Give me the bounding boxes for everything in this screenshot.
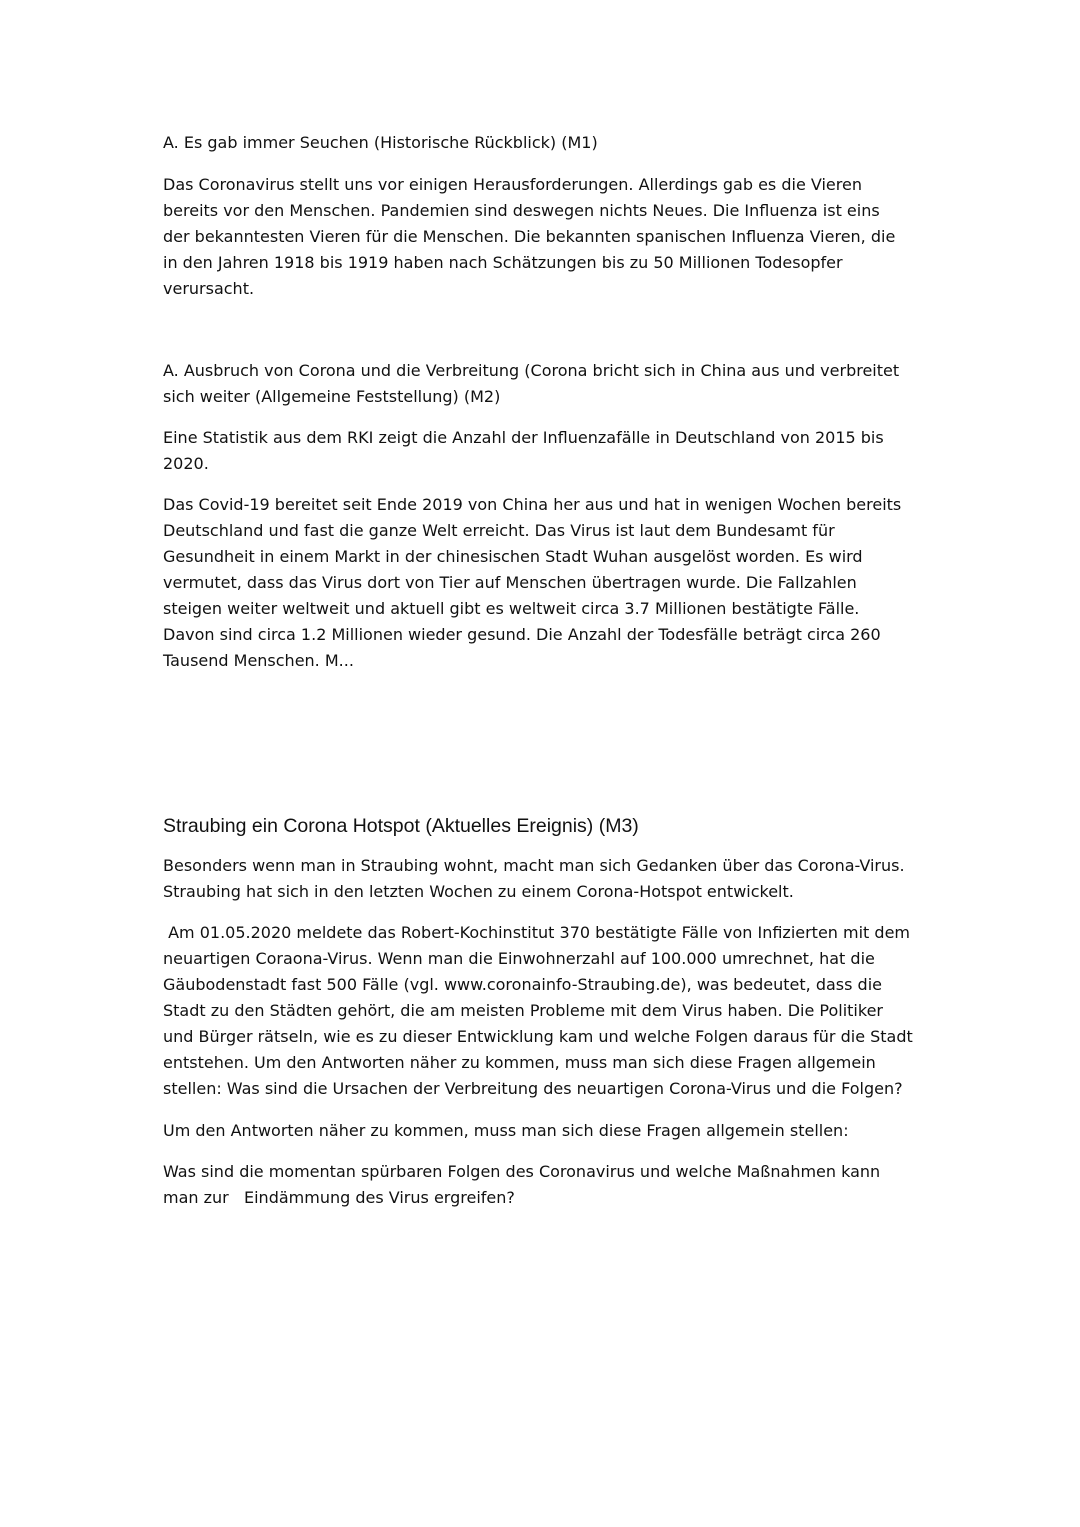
paragraph-rki-cases: Am 01.05.2020 meldete das Robert-Kochinstitut 370 bestätigte Fälle von Infizierten mit dem neuartigen Coraona-Virus. Wenn man die Einwohnerzahl auf 100.000 umrechnet, hat die Gäubodenstadt fast 500 Fälle (vgl. www.coronainfo-Straubing.de), was bedeutet, dass die Stadt zu den Städten gehört, die am meisten Probleme mit dem Virus haben. Die Politiker und Bürger rätseln, wie es zu dieser Entwicklung kam und welche Folgen daraus für die Stadt entstehen. Um den Antworten näher zu kommen, muss man sich diese Fragen allgemein stellen: Was sind die Ursachen der Verbreitung des neuartigen Corona-Virus und die Folgen? bbox=[163, 923, 913, 1098]
section-straubing-question-intro bbox=[163, 1118, 933, 1144]
section-outbreak-body bbox=[163, 492, 933, 674]
paragraph-historical: Das Coronavirus stellt uns vor einigen Herausforderungen. Allerdings gab es die Vieren bereits vor den Menschen. Pandemien sind deswegen nichts Neues. Die Influenza ist eins der bekanntesten Vieren für die Menschen. Die bekannten spanischen Influenza Vieren, die in den Jahren 1918 bis 1919 haben nach Schätzungen bis zu 50 Millionen Todesopfer verursacht. bbox=[163, 175, 896, 298]
section-straubing-body bbox=[163, 920, 933, 1102]
section-heading-m3: Straubing ein Corona Hotspot (Aktuelles Ereignis) (M3) bbox=[163, 815, 639, 837]
section-outbreak bbox=[163, 358, 933, 410]
section-straubing-intro bbox=[163, 853, 933, 905]
paragraph-rki-statistic: Eine Statistik aus dem RKI zeigt die Anzahl der Influenzafälle in Deutschland von 2015 bis 2020. bbox=[163, 428, 884, 473]
paragraph-straubing-intro: Besonders wenn man in Straubing wohnt, macht man sich Gedanken über das Corona-Virus. Straubing hat sich in den letzten Wochen zu einem Corona-Hotspot entwickelt. bbox=[163, 856, 905, 901]
section-straubing bbox=[163, 813, 933, 839]
section-historical-body bbox=[163, 172, 933, 302]
section-outbreak-statistic bbox=[163, 425, 933, 477]
section-straubing-question bbox=[163, 1159, 933, 1211]
section-heading-m1: A. Es gab immer Seuchen (Historische Rückblick) (M1) bbox=[163, 133, 598, 152]
section-historical bbox=[163, 131, 933, 155]
section-heading-m2: A. Ausbruch von Corona und die Verbreitung (Corona bricht sich in China aus und verbreitet sich weiter (Allgemeine Feststellung) (M2) bbox=[163, 361, 900, 406]
paragraph-question: Was sind die momentan spürbaren Folgen des Coronavirus und welche Maßnahmen kann man zur Eindämmung des Virus ergreifen? bbox=[163, 1162, 881, 1207]
paragraph-question-intro: Um den Antworten näher zu kommen, muss man sich diese Fragen allgemein stellen: bbox=[163, 1121, 849, 1140]
paragraph-covid-spread: Das Covid-19 bereitet seit Ende 2019 von China her aus und hat in wenigen Wochen bereits Deutschland und fast die ganze Welt erreicht. Das Virus ist laut dem Bundesamt für Gesundheit in einem Markt in der chinesischen Stadt Wuhan ausgelöst worden. Es wird vermutet, dass das Virus dort von Tier auf Menschen übertragen wurde. Die Fallzahlen steigen weiter weltweit und aktuell gibt es weltweit circa 3.7 Millionen bestätigte Fälle. Davon sind circa 1.2 Millionen wieder gesund. Die Anzahl der Todesfälle beträgt circa 260 Tausend Menschen. M... bbox=[163, 495, 902, 670]
